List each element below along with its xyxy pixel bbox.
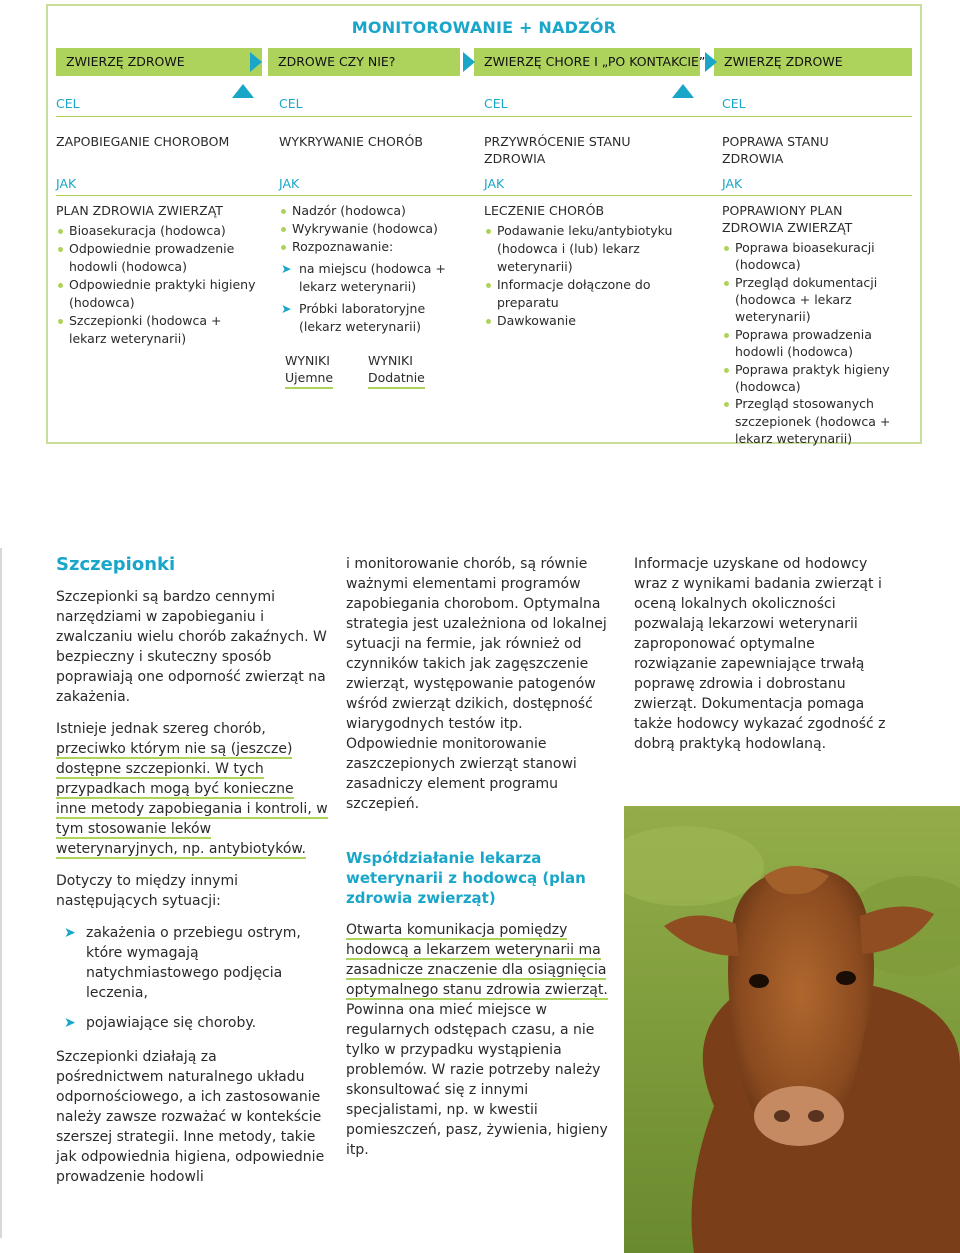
list-item: ➤ zakażenia o przebiegu ostrym, które wymagają natychmiastowego podjęcia leczenia, <box>64 925 301 1001</box>
arrow-bullet-icon: ➤ <box>281 301 292 316</box>
result-negative <box>285 352 333 389</box>
list-item: Przegląd dokumentacji (hodowca + lekarz weterynarii) <box>722 274 902 326</box>
column-improvement <box>722 202 902 448</box>
list-item: Szczepionki (hodowca + lekarz weterynarii) <box>56 312 256 348</box>
col-heading: POPRAWIONY PLAN ZDROWIA ZWIERZĄT <box>722 203 853 236</box>
sub-item <box>279 300 469 336</box>
list-item: Dawkowanie <box>484 312 694 330</box>
paragraph: Informacje uzyskane od hodowcy wraz z wynikami badania zwierząt i oceną lokalnych okoliczności pozwalają lekarzowi weterynarii zaproponować optymalne rozwiązanie zapewniające trwałą poprawę zdrowia i dobrostanu zwierząt. Dokumentacja pomaga także hodowcy wykazać zgodność z dobrą praktyką hodowlaną. <box>634 556 886 752</box>
cow-illustration <box>624 806 960 1253</box>
result-label: WYNIKI <box>368 353 413 368</box>
arrow-bullet-icon: ➤ <box>281 261 292 276</box>
list-item: Odpowiednie prowadzenie hodowli (hodowca) <box>56 240 256 276</box>
article-middle <box>346 554 616 1172</box>
sub-item-text: na miejscu (hodowca + lekarz weterynarii) <box>299 261 446 294</box>
paragraph: Szczepionki działają za pośrednictwem naturalnego układu odpornościowego, a ich zastosowanie należy zawsze rozważać w kontekście szerszej strategii. Inne metody, takie jak odpowiednia higiena, odpowiednie prowadzenie hodowli <box>56 1049 325 1185</box>
article-right <box>634 554 894 766</box>
result-label: WYNIKI <box>285 353 330 368</box>
paragraph: Istnieje jednak szereg chorób, przeciwko którym nie są (jeszcze) dostępne szczepionki. W tych przypadkach mogą być konieczne inne metody zapobiegania i kontroli, w tym stosowanie leków weterynaryjnych, np. antybiotyków. <box>56 721 328 857</box>
jak-label: JAK <box>56 176 77 191</box>
list-item: Wykrywanie (hodowca) <box>279 220 469 238</box>
cel-label: CEL <box>279 96 303 111</box>
stage-sick: ZWIERZĘ CHORE I „PO KONTAKCIE” <box>474 48 700 76</box>
chevron-right-icon <box>463 52 475 72</box>
list-item: Bioasekuracja (hodowca) <box>56 222 256 240</box>
paragraph: Dotyczy to między innymi następujących sytuacji: <box>56 873 238 909</box>
result-positive <box>368 352 425 389</box>
divider <box>56 195 912 196</box>
paragraph: Szczepionki są bardzo cennymi narzędziami w zapobieganiu i zwalczaniu wielu chorób zakaźnych. W bezpieczny i skuteczny sposób poprawiają one odporność zwierząt na zakażenia. <box>56 589 327 705</box>
paragraph: Otwarta komunikacja pomiędzy hodowcą a lekarzem weterynarii ma zasadnicze znaczenie dla osiągnięcia optymalnego stanu zdrowia zwierząt. Powinna ona mieć miejsce w regularnych odstępach czasu, a nie tylko w przypadku wystąpienia problemów. W razie potrzeby należy skonsultować się z innymi specjalistami, np. w kwestii pomieszczeń, pasz, żywienia, higieny itp. <box>346 922 608 1158</box>
chevron-right-icon <box>705 52 717 72</box>
stage-healthy-or-not: ZDROWE CZY NIE? <box>268 48 460 76</box>
stage-healthy-again: ZWIERZĘ ZDROWE <box>714 48 912 76</box>
margin-rule <box>0 548 2 1238</box>
goal-detection: WYKRYWANIE CHORÓB <box>279 134 423 149</box>
column-prevention <box>56 202 256 348</box>
diagram-title: MONITOROWANIE + NADZÓR <box>351 18 617 37</box>
goal-prevention: ZAPOBIEGANIE CHOROBOM <box>56 134 230 149</box>
sub-item <box>279 260 469 296</box>
cel-label: CEL <box>722 96 746 111</box>
cow-photo <box>624 806 960 1253</box>
stage-healthy: ZWIERZĘ ZDROWE <box>56 48 262 76</box>
list-item: ➤ pojawiające się choroby. <box>64 1015 257 1031</box>
list-item: Poprawa bioasekuracji (hodowca) <box>722 239 902 274</box>
sub-item-text: Próbki laboratoryjne (lekarz weterynarii) <box>299 301 426 334</box>
col-heading: LECZENIE CHORÓB <box>484 203 605 218</box>
result-value: Ujemne <box>285 369 333 389</box>
jak-label: JAK <box>722 176 743 191</box>
jak-label: JAK <box>484 176 505 191</box>
section-heading: Współdziałanie lekarza weterynarii z hodowcą (plan zdrowia zwierząt) <box>346 849 586 907</box>
divider <box>56 116 912 117</box>
article-left <box>56 554 328 1199</box>
list-item: Podawanie leku/antybiotyku (hodowca i (lub) lekarz weterynarii) <box>484 222 694 276</box>
up-triangle-icon <box>232 84 254 98</box>
arrow-bullet-icon: ➤ <box>64 925 76 941</box>
up-triangle-icon <box>672 84 694 98</box>
column-treatment <box>484 202 694 330</box>
result-value: Dodatnie <box>368 369 425 389</box>
column-detection <box>279 202 469 336</box>
jak-label: JAK <box>279 176 300 191</box>
list-item: Odpowiednie praktyki higieny (hodowca) <box>56 276 256 312</box>
chevron-right-icon <box>250 52 262 72</box>
list-item: Informacje dołączone do preparatu <box>484 276 694 312</box>
arrow-bullet-icon: ➤ <box>64 1015 76 1031</box>
list-item: Nadzór (hodowca) <box>279 202 469 220</box>
col-heading: PLAN ZDROWIA ZWIERZĄT <box>56 203 223 218</box>
list-item: Przegląd stosowanych szczepionek (hodowca + lekarz weterynarii) <box>722 395 902 447</box>
paragraph: i monitorowanie chorób, są równie ważnymi elementami programów zapobiegania chorobom. Optymalna strategia jest uzależniona od lokalnej sytuacji na fermie, jak również od czynników takich jak zagęszczenie zwierząt, występowanie patogenów wśród zwierząt dzikich, dostępność wiarygodnych testów itp. Odpowiednie monitorowanie zaszczepionych zwierząt stanowi zasadniczy element programu szczepień. <box>346 556 607 812</box>
section-heading: Szczepionki <box>56 554 176 575</box>
goal-improve: POPRAWA STANU ZDROWIA <box>722 134 829 166</box>
list-item: Poprawa praktyk higieny (hodowca) <box>722 361 902 396</box>
list-item: Poprawa prowadzenia hodowli (hodowca) <box>722 326 902 361</box>
list-item: Rozpoznawanie: <box>279 238 469 256</box>
goal-restore: PRZYWRÓCENIE STANU ZDROWIA <box>484 134 631 166</box>
cel-label: CEL <box>484 96 508 111</box>
cel-label: CEL <box>56 96 80 111</box>
